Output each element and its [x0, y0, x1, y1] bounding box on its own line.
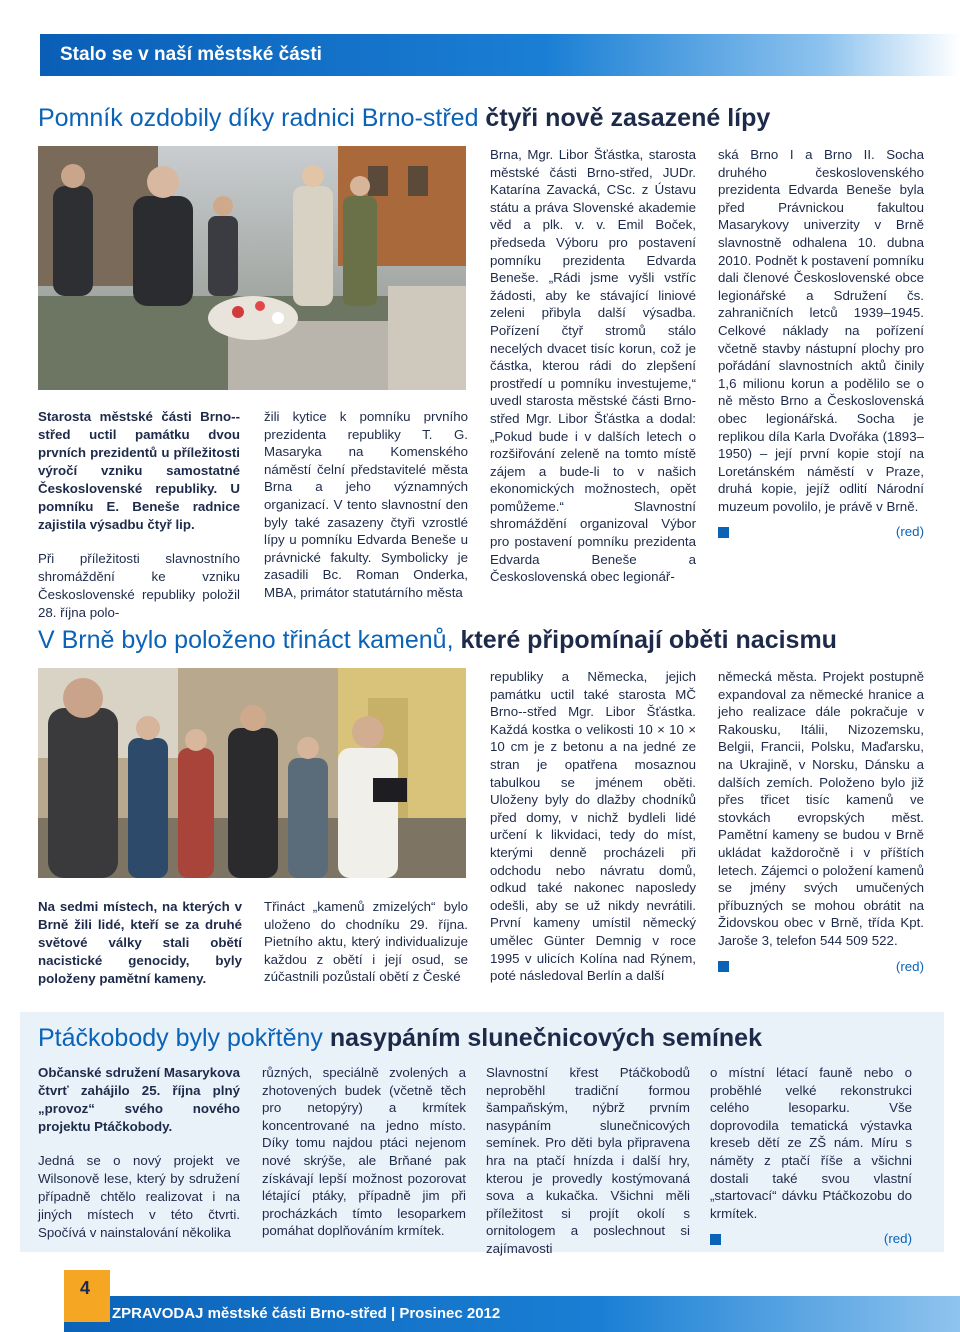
section-title: Stalo se v naší městské části: [60, 44, 322, 65]
end-square-icon: [718, 527, 729, 538]
article3-col1-text: Jedná se o nový projekt ve Wilsonově lese, který by sdružení případně chtělo realizovat i na jiných místech v této čtvrti. Spočívá v nainstalování několika: [38, 1153, 240, 1240]
article1-col4-text: ská Brno I a Brno II. Socha druhého československého prezidenta Edvarda Beneše byla před Právnickou fakultou Masarykovy univerzity v Brně slavnostně odhalena 10. dubna 2010. Podnět k postavení pomníku dali členové Československé obce legionářské a Sdružení čs. zahraničních letců 1939–1945. Celkové náklady na pořízení včetně stavby nástupní plochy pro pořádání slavnostních aktů činily 1,6 milionu korun a podělilo se o ně město Brno a Československá obec legionářská. Socha je replikou díla Karla Dvořáka (1893–1950) – její první kopie stojí na Loretánském náměstí v Praze, druhá kopie, jejíž odlití Národní muzeum povolilo, je právě v Brně.: [718, 147, 924, 514]
article1-end-mark: [718, 523, 924, 541]
wreath-ceremony-photo: [38, 146, 466, 390]
article2-title-dark: které připomínají oběti nacismu: [460, 626, 837, 654]
article3-column4: [710, 1064, 912, 1248]
article3-col3-text: Slavnostní křest Ptáčkobodů neproběhl tradiční formou šampaňským, nýbrž prvním nasypáním slunečnicových semínek. Pro děti byla připravena hra na ptačí hnízda i další hry, kterou je provedly kostýmovaná sova a kukačka. Všichni měli příležitost si projít okolí s ornitologem a poslechnout si zajímavosti: [486, 1065, 690, 1256]
article1-column3: [490, 146, 696, 586]
page-number: 4: [80, 1278, 91, 1298]
article3-title-dark: nasypáním slunečnicových semínek: [329, 1024, 762, 1052]
article1-col3-text: Brna, Mgr. Libor Šťástka, starosta městské části Brno-střed, JUDr. Katarína Zavacká, CSc. z Ústavu státu a práva Slovenské akademie věd a plk. v. v. Emil Boček, předseda Výboru pro postavení pomníku prezidenta Edvarda Beneše. „Rádi jsme vyšli vstříc žádosti, aby ke stávající liniové zeleni přibyla další výsadba. Pořízení čtyř stromů stálo necelých dvacet tisíc korun, což je částka, kterou rádi do zlepšení prostředí u pomníku investujeme,“ uvedl starosta městské části Brno-střed Mgr. Libor Šťástka a dodal: „Pokud bude i v dalších letech o rozšiřování zeleně na tomto místě zájem a bude-li to v našich ekonomických možnostech, opět pomůžeme.“ Slavnostní shromáždění organizoval Výbor pro postavení pomníku prezidenta Edvarda Beneše a Československá obec legionář-: [490, 147, 696, 585]
article2-caption-column: [38, 898, 242, 988]
article2-col3-text: republiky a Německa, jejich památku uctil také starosta MČ Brno--střed Mgr. Libor Šťástka. Každá kostka o velikosti 10 × 10 × 10 cm je z betonu a na jedné ze stran je opatřena mosaznou tabulkou se jménem oběti. Uloženy byly do dlažby chodníků před domy, v nichž bydleli lidé určení k likvidaci, tedy do míst, kterými denně procházeli při odchodu nebo návratu domů, odkud také nakonec naposledy odešli, aby se už nikdy nevrátili. První kameny umístil německý umělec Günter Demnig v roce 1995 v ulicích Kolína nad Rýnem, poté následoval Berlín a další: [490, 669, 696, 984]
article1-col2-text: žili kytice k pomníku prvního prezidenta republiky T. G. Masaryka na Komenského náměstí čelní představitelé města Brna a jeho významných organizací. V tento slavnostní den byly také zasazeny čtyři vzrostlé lípy u pomníku Edvarda Beneše u právnické fakulty. Symbolicky je zasadili Bc. Roman Onderka, MBA, primátor statutárního města: [264, 409, 468, 600]
article3-signature: (red): [883, 1231, 912, 1247]
end-square-icon: [718, 961, 729, 972]
section-header-bar: [40, 34, 960, 76]
article3-column3: [486, 1064, 690, 1258]
article2-column4: [718, 668, 924, 975]
page-number-badge: [64, 1270, 110, 1322]
article3-col2-text: různých, speciálně zvolených a zhotovených budek (včetně těch pro netopýry) a krmítek koncentrované na jedno místo. Díky tomu najdou ptáci nejenom nové skrýše, ale Brňané pak získávají lepší možnost pozorovat létající ptáky, případně jim při procházkách tímto lesoparkem pomáhat doplňováním krmítek.: [262, 1065, 466, 1239]
article1-signature: (red): [895, 524, 924, 540]
article2-column2: [264, 898, 468, 986]
article2-photo: [38, 668, 466, 878]
article2-headline: [38, 626, 837, 655]
article2-col2-text: Třináct „kamenů zmizelých“ bylo uloženo do chodníku 29. října. Pietního aktu, který individualizuje každou z obětí i její osud, se zúčastnili pozůstalí obětí z České: [264, 899, 468, 985]
article3-column2: [262, 1064, 466, 1240]
article3-lead: Občanské sdružení Masarykova čtvrť zahájilo 25. října plný „provoz“ svého nového projektu Ptáčkobody.: [38, 1065, 240, 1134]
stolpersteine-ceremony-photo: [38, 668, 466, 878]
article2-photo-caption: Na sedmi místech, na kterých v Brně žili lidé, kteří se za druhé světové války stali obětí nacistické genocidy, byly položeny pamětní kameny.: [38, 899, 242, 986]
article3-headline: [38, 1024, 762, 1053]
publication-name: ZPRAVODAJ městské části Brno-střed | Prosinec 2012: [112, 1305, 501, 1322]
article2-col4-text: německá města. Projekt postupně expandoval za německé hranice a jeho realizace dále pokračuje v Rakousku, Itálii, Nizozemsku, Belgii, Francii, Polsku, Maďarsku, na Ukrajině, v Norsku, Dánsku a dalších zemích. Položeno bylo již přes třicet tisíc kamenů ve stovkách evropských měst. Pamětní kameny se budou v Brně ukládat každoročně i v příštích letech. Zájemci o položení kamenů se jmény svých umučených příbuzných se mohou obrátit na Židovskou obec v Brně, třída Kpt. Jaroše 3, telefon 544 509 522.: [718, 669, 924, 948]
article1-caption-column: [38, 408, 240, 622]
article3-end-mark: [710, 1230, 912, 1248]
article2-signature: (red): [895, 958, 924, 974]
article1-photo: [38, 146, 466, 390]
article2-end-mark: [718, 958, 924, 976]
article1-photo-caption: Starosta městské části Brno--střed uctil památku dvou prvních prezidentů u příležitosti výročí vzniku samostatné Československé republiky. U pomníku E. Beneše radnice zajistila výsadbu čtyř lip.: [38, 409, 240, 532]
article3-col4-text: o místní létací fauně nebo o proběhlé velké rekonstrukci celého lesoparku. Vše doprovodila tematická výstavka kreseb dětí ze ZŠ nám. Míru s náměty z ptačí říše a všichni dostali také svou vlastní „startovací“ dávku Ptáčkozobu do krmítek.: [710, 1065, 912, 1221]
article2-column3: [490, 668, 696, 985]
end-square-icon: [710, 1234, 721, 1245]
article1-intro-text: Při příležitosti slavnostního shromáždění ke vzniku Československé republiky položil 28. října polo-: [38, 551, 240, 620]
article1-title-blue: Pomník ozdobily díky radnici Brno-střed: [38, 104, 479, 132]
article1-headline: [38, 104, 770, 133]
article3-column1: [38, 1064, 240, 1242]
article1-column4: [718, 146, 924, 541]
article1-title-dark: čtyři nově zasazené lípy: [485, 104, 771, 132]
article1-column2: [264, 408, 468, 602]
article3-title-blue: Ptáčkobody byly pokřtěny: [38, 1024, 323, 1052]
article2-title-blue: V Brně bylo položeno třináct kamenů,: [38, 626, 454, 654]
footer-bar: [64, 1296, 960, 1332]
